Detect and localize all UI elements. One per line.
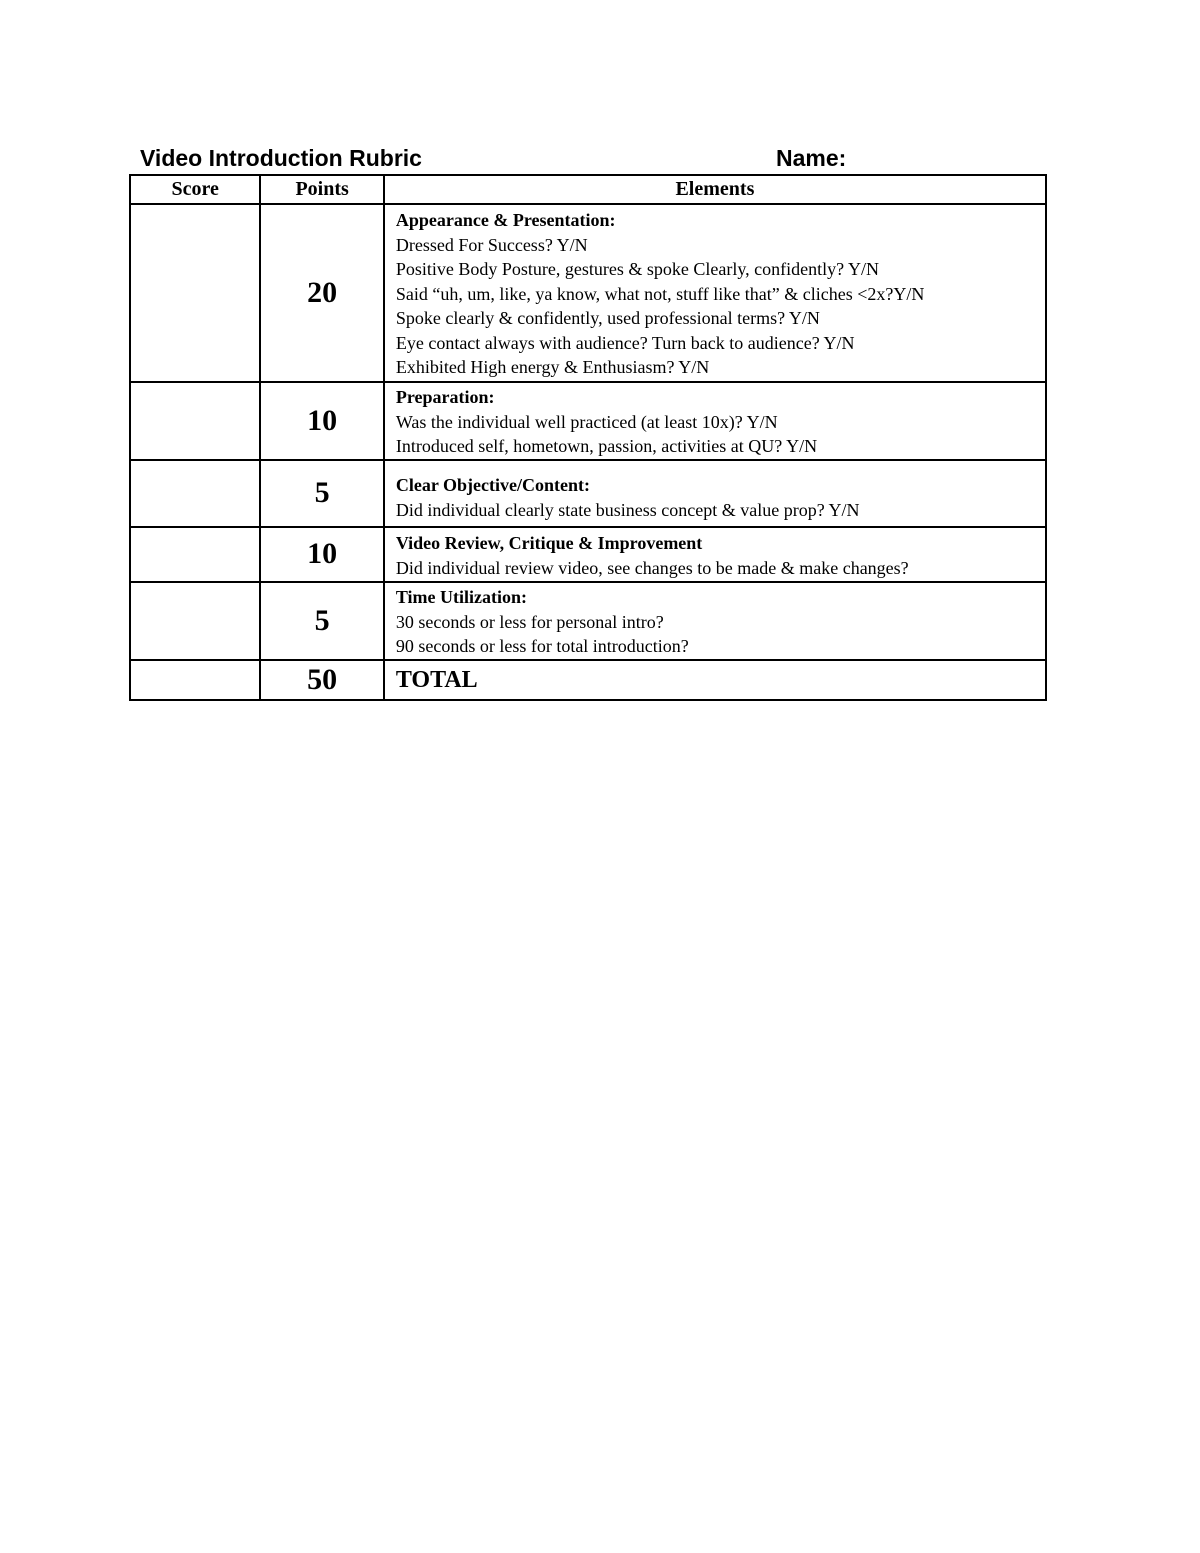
element-line: Dressed For Success? Y/N (395, 234, 588, 255)
score-cell[interactable] (130, 204, 260, 382)
element-line: 30 seconds or less for personal intro? (395, 611, 664, 632)
element-heading: Video Review, Critique & Improvement (395, 532, 703, 553)
column-header-elements: Elements (384, 175, 1046, 204)
total-points-cell: 50 (260, 660, 383, 700)
element-line: Exhibited High energy & Enthusiasm? Y/N (395, 357, 710, 378)
score-cell[interactable] (130, 582, 260, 660)
table-row (130, 527, 1046, 582)
elements-cell (384, 204, 1046, 382)
element-line: Introduced self, hometown, passion, activities at QU? Y/N (395, 436, 818, 457)
table-row (130, 460, 1046, 527)
points-cell: 10 (260, 382, 383, 460)
table-row (130, 382, 1046, 460)
points-cell: 20 (260, 204, 383, 382)
score-cell[interactable] (130, 382, 260, 460)
element-heading: Clear Objective/Content: (395, 474, 590, 495)
element-heading: Time Utilization: (395, 587, 527, 608)
rubric-table (129, 174, 1047, 701)
total-row (130, 660, 1046, 700)
element-line: Was the individual well practiced (at least 10x)? Y/N (395, 411, 778, 432)
points-cell: 10 (260, 527, 383, 582)
element-heading: Appearance & Presentation: (395, 209, 616, 230)
elements-cell (384, 582, 1046, 660)
table-row (130, 204, 1046, 382)
total-label: TOTAL (384, 660, 1046, 700)
table-row (130, 582, 1046, 660)
column-header-points: Points (260, 175, 383, 204)
table-header-row (130, 175, 1046, 204)
column-header-score: Score (130, 175, 260, 204)
elements-cell (384, 382, 1046, 460)
element-line: 90 seconds or less for total introduction? (395, 636, 689, 657)
score-cell[interactable] (130, 460, 260, 527)
element-line: Did individual review video, see changes to be made & make changes? (395, 557, 909, 578)
points-cell: 5 (260, 582, 383, 660)
total-score-cell[interactable] (130, 660, 260, 700)
element-line: Eye contact always with audience? Turn back to audience? Y/N (395, 332, 855, 353)
score-cell[interactable] (130, 527, 260, 582)
elements-cell (384, 460, 1046, 527)
element-heading: Preparation: (395, 387, 495, 408)
document-title: Video Introduction Rubric (140, 145, 422, 171)
name-label: Name: (776, 145, 847, 171)
element-line: Did individual clearly state business concept & value prop? Y/N (395, 499, 860, 520)
element-line: Said “uh, um, like, ya know, what not, stuff like that” & cliches <2x?Y/N (395, 283, 925, 304)
points-cell: 5 (260, 460, 383, 527)
document-header (140, 142, 1040, 174)
elements-cell (384, 527, 1046, 582)
element-line: Spoke clearly & confidently, used professional terms? Y/N (395, 308, 820, 329)
element-line: Positive Body Posture, gestures & spoke Clearly, confidently? Y/N (395, 259, 879, 280)
